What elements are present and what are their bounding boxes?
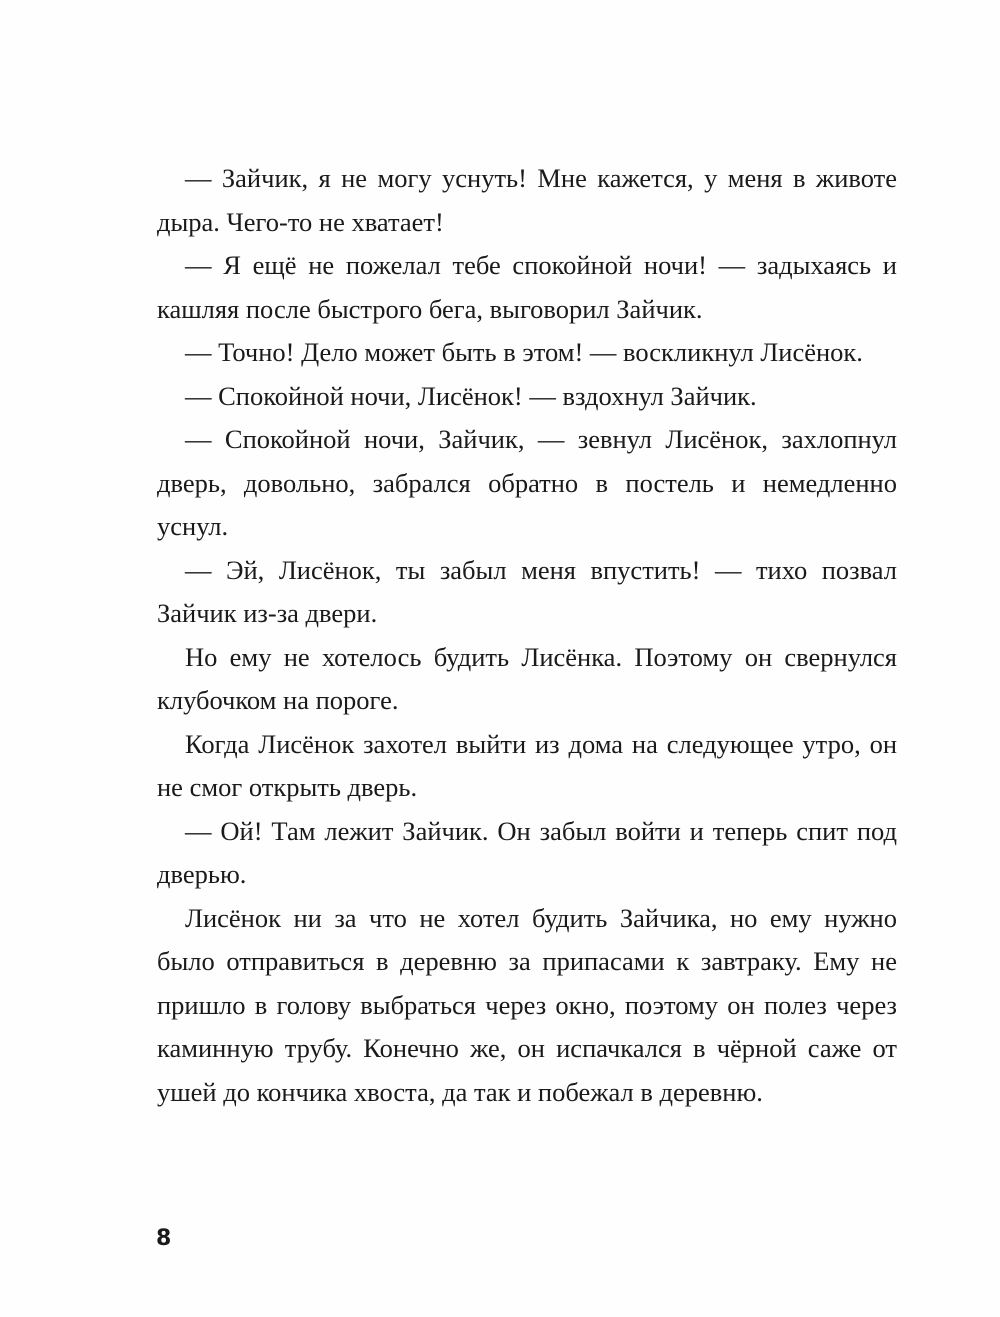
paragraph: — Зайчик, я не могу уснуть! Мне кажется, у меня в животе дыра. Чего-то не хватает! — [157, 163, 897, 237]
paragraph: — Я ещё не пожелал тебе спокойной ночи! — задыхаясь и кашляя после быстрого бега, выговорил Зайчик. — [157, 250, 897, 324]
page-number: 8 — [156, 1226, 172, 1251]
paragraph: — Ой! Там лежит Зайчик. Он забыл войти и теперь спит под дверью. — [157, 815, 897, 889]
paragraph: Когда Лисёнок захотел выйти из дома на следующее утро, он не смог открыть дверь. — [157, 728, 897, 802]
paragraph: — Точно! Дело может быть в этом! — воскликнул Лисёнок. — [185, 337, 863, 367]
paragraph: Но ему не хотелось будить Лисёнка. Поэтому он свернулся клубочком на пороге. — [157, 641, 897, 715]
paragraph: — Спокойной ночи, Зайчик, — зевнул Лисёнок, захлопнул дверь, довольно, забрался обратно в постель и немедленно уснул. — [157, 424, 897, 541]
paragraph: — Эй, Лисёнок, ты забыл меня впустить! — тихо позвал Зайчик из-за двери. — [157, 554, 897, 628]
paragraph: — Спокойной ночи, Лисёнок! — вздохнул Зайчик. — [185, 380, 757, 411]
body-text — [157, 157, 897, 1114]
paragraph: Лисёнок ни за что не хотел будить Зайчика, но ему нужно было отправиться в деревню за припасами к завтраку. Ему не пришло в голову выбраться через окно, поэтому он полез через каминную трубу. Конечно же, он испачкался в чёрной саже от ушей до кончика хвоста, да так и побежал в деревню. — [157, 902, 897, 1107]
